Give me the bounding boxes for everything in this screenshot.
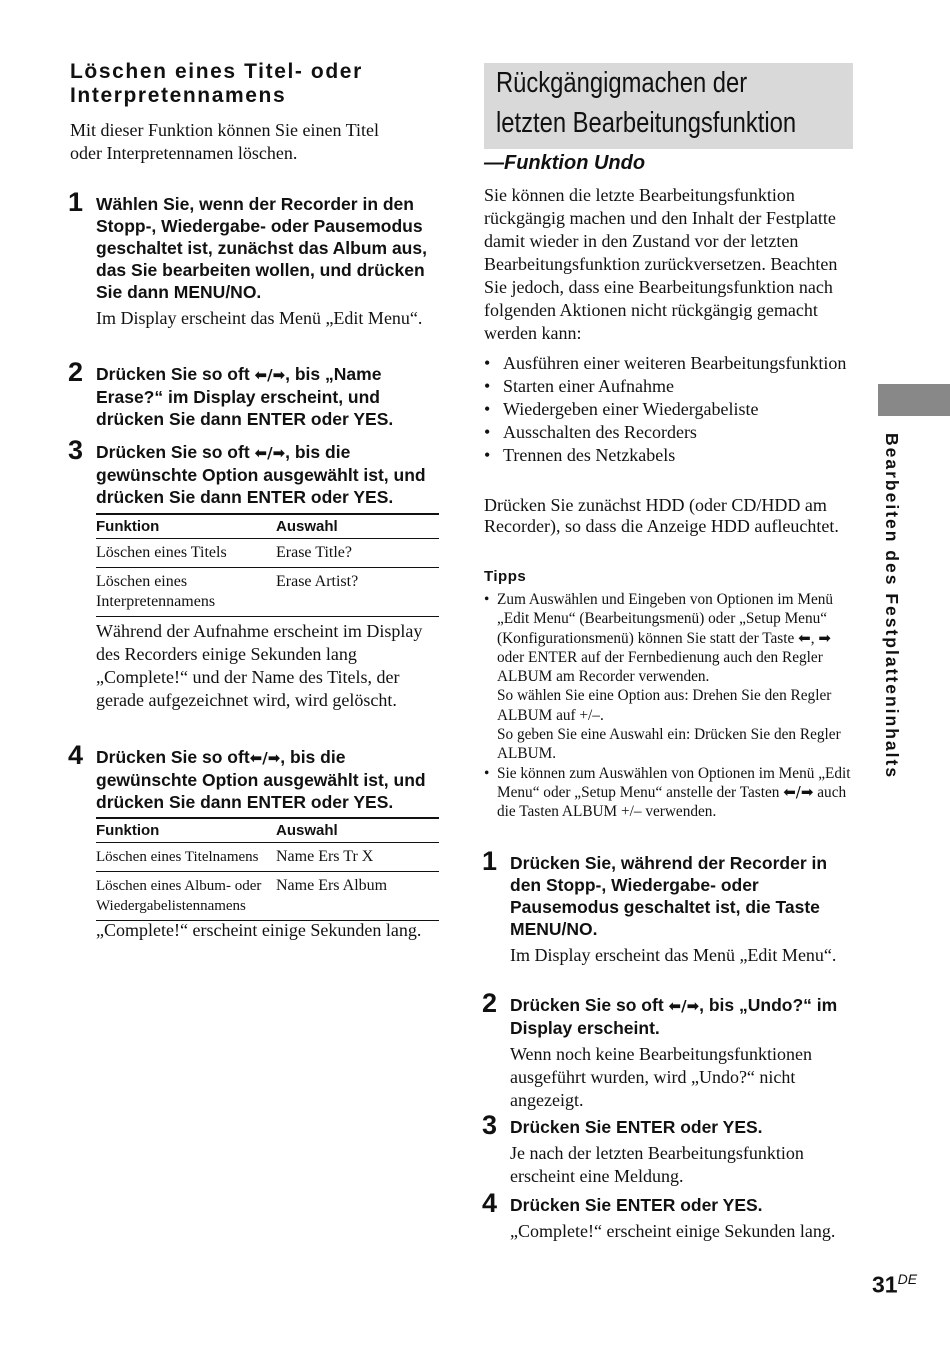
column-header: Funktion [96, 514, 276, 539]
section-title-box [484, 63, 853, 149]
step-number: 3 [482, 1110, 498, 1140]
step-number: 2 [482, 988, 498, 1018]
step-instruction: Drücken Sie, während der Recorder in den Stopp-, Wiedergabe- oder Pausemodus geschaltet ist, die Taste MENU/NO. [510, 853, 828, 939]
tip-item: • Zum Auswählen und Eingeben von Optionen im Menü „Edit Menu“ (Bearbeitungsmenü) oder „Setup Menu“ (Konfigurationsmenü) können Sie statt der Taste ⬅, ➡ oder ENTER auf der Fernbedienung auch den Regler ALBUM am Recorder verwenden. So wählen Sie eine Option aus: Drehen Sie den Regler ALBUM auf +/–. So geben Sie eine Auswahl ein: Drücken Sie den Regler ALBUM. [484, 590, 856, 764]
section-heading: Löschen eines Titel- oder Interpretennamens [70, 60, 363, 107]
left-right-arrow-icon: ⬅/➡ [668, 997, 700, 1015]
step-instruction: Wählen Sie, wenn der Recorder in den Stopp-, Wiedergabe- oder Pausemodus geschaltet ist, zunächst das Album aus, das Sie bearbeiten wollen, und drücken Sie dann MENU/NO. [96, 194, 427, 302]
step-2 [68, 357, 442, 430]
list-item: • Starten einer Aufnahme [484, 375, 854, 398]
table-row [96, 568, 439, 617]
tips-list [484, 590, 856, 822]
column-header: Auswahl [276, 818, 439, 843]
list-item: • Ausschalten des Recorders [484, 421, 854, 444]
step-4 [68, 740, 442, 813]
note-text: Während der Aufnahme erscheint im Display des Recorders einige Sekunden lang „Complete!“ und der Name des Titels, der gerade aufgezeichnet wird, wird gelöscht. [96, 621, 423, 710]
right-arrow-icon: ➡ [818, 628, 831, 647]
step-instruction: Drücken Sie so oft ⬅/➡, bis „Undo?“ im Display erscheint. [510, 995, 838, 1038]
left-right-arrow-icon: ⬅/➡ [254, 444, 286, 462]
step-instruction: Drücken Sie ENTER oder YES. [510, 1117, 763, 1137]
table-cell: Löschen eines Titels [96, 539, 276, 568]
step-instruction: Drücken Sie so oft ⬅/➡, bis „Name Erase?“ im Display erscheint, und drücken Sie dann ENTER oder YES. [96, 364, 394, 429]
step-number: 4 [482, 1188, 498, 1218]
section-subtitle: —Funktion Undo [484, 152, 646, 174]
left-right-arrow-icon: ⬅/➡ [249, 749, 281, 767]
step-number: 3 [68, 435, 84, 465]
step-1 [482, 846, 854, 967]
section-title-line: letzten Bearbeitungsfunktion [496, 107, 797, 139]
step-description: Je nach der letzten Bearbeitungsfunktion erscheint eine Meldung. [510, 1143, 804, 1186]
hdd-note: Drücken Sie zunächst HDD (oder CD/HDD am Recorder), so dass die Anzeige HDD aufleuchtet. [484, 495, 839, 536]
step-description: „Complete!“ erscheint einige Sekunden lang. [510, 1221, 836, 1241]
tips-heading: Tipps [484, 568, 527, 585]
step-3 [68, 435, 442, 508]
restriction-list [484, 352, 854, 467]
list-item: • Wiedergeben einer Wiedergabeliste [484, 398, 854, 421]
table-cell: Name Ers Tr X [276, 843, 439, 872]
note-text: „Complete!“ erscheint einige Sekunden lang. [96, 920, 422, 940]
table-cell: Erase Title? [276, 539, 439, 568]
table-row [96, 843, 439, 872]
intro-text: Mit dieser Funktion können Sie einen Titel oder Interpretennamen löschen. [70, 120, 379, 163]
step-3 [482, 1110, 854, 1188]
list-item: • Trennen des Netzkabels [484, 444, 854, 467]
table-cell: Löschen eines Interpretennamens [96, 568, 276, 617]
step-description: Wenn noch keine Bearbeitungsfunktionen ausgeführt wurden, wird „Undo?“ nicht angezeigt. [510, 1044, 812, 1110]
left-right-arrow-icon: ⬅/➡ [254, 366, 286, 384]
step-description: Im Display erscheint das Menü „Edit Menu“. [510, 945, 837, 965]
table-cell: Löschen eines Titelnamens [96, 843, 276, 872]
step-description: Im Display erscheint das Menü „Edit Menu“. [96, 308, 423, 328]
step-instruction: Drücken Sie ENTER oder YES. [510, 1195, 763, 1215]
step-2 [482, 988, 854, 1112]
step-number: 1 [68, 187, 84, 217]
table-header [96, 818, 439, 843]
table-header [96, 514, 439, 539]
step-number: 2 [68, 357, 84, 387]
step-instruction: Drücken Sie so oft ⬅/➡, bis die gewünschte Option ausgewählt ist, und drücken Sie dann ENTER oder YES. [96, 442, 426, 507]
table-row [96, 539, 439, 568]
tip-item: • Sie können zum Auswählen von Optionen im Menü „Edit Menu“ oder „Setup Menu“ anstelle der Tasten ⬅/➡ auch die Tasten ALBUM +/– verwenden. [484, 764, 856, 822]
table-cell: Löschen eines Album- oder Wiedergabelistennamens [96, 872, 276, 921]
table-row [96, 872, 439, 921]
table-cell: Erase Artist? [276, 568, 439, 617]
step-number: 4 [68, 740, 84, 770]
step-instruction: Drücken Sie so oft⬅/➡, bis die gewünschte Option ausgewählt ist, und drücken Sie dann ENTER oder YES. [96, 747, 426, 812]
step-1 [68, 187, 442, 330]
chapter-tab-marker [878, 384, 950, 416]
list-item: • Ausführen einer weiteren Bearbeitungsfunktion [484, 352, 854, 375]
table-cell: Name Ers Album [276, 872, 439, 921]
step-number: 1 [482, 846, 498, 876]
section-title-line: Rückgängigmachen der [496, 67, 748, 99]
options-table-2 [96, 817, 439, 921]
column-header: Auswahl [276, 514, 439, 539]
options-table-1 [96, 513, 439, 617]
page-number: 31DE [872, 1271, 918, 1298]
column-header: Funktion [96, 818, 276, 843]
left-arrow-icon: ⬅ [798, 628, 811, 647]
left-right-arrow-icon: ⬅/➡ [783, 782, 814, 801]
intro-text: Sie können die letzte Bearbeitungsfunktion rückgängig machen und den Inhalt der Festplatte damit wieder in den Zustand vor der letzten Bearbeitungsfunktion zurückversetzen. Beachten Sie jedoch, dass eine Bearbeitungsfunktion nach folgenden Aktionen nicht rückgängig gemacht werden kann: [484, 185, 838, 343]
chapter-side-label: Bearbeiten des Festplatteninhalts [882, 433, 902, 780]
step-4 [482, 1188, 854, 1243]
